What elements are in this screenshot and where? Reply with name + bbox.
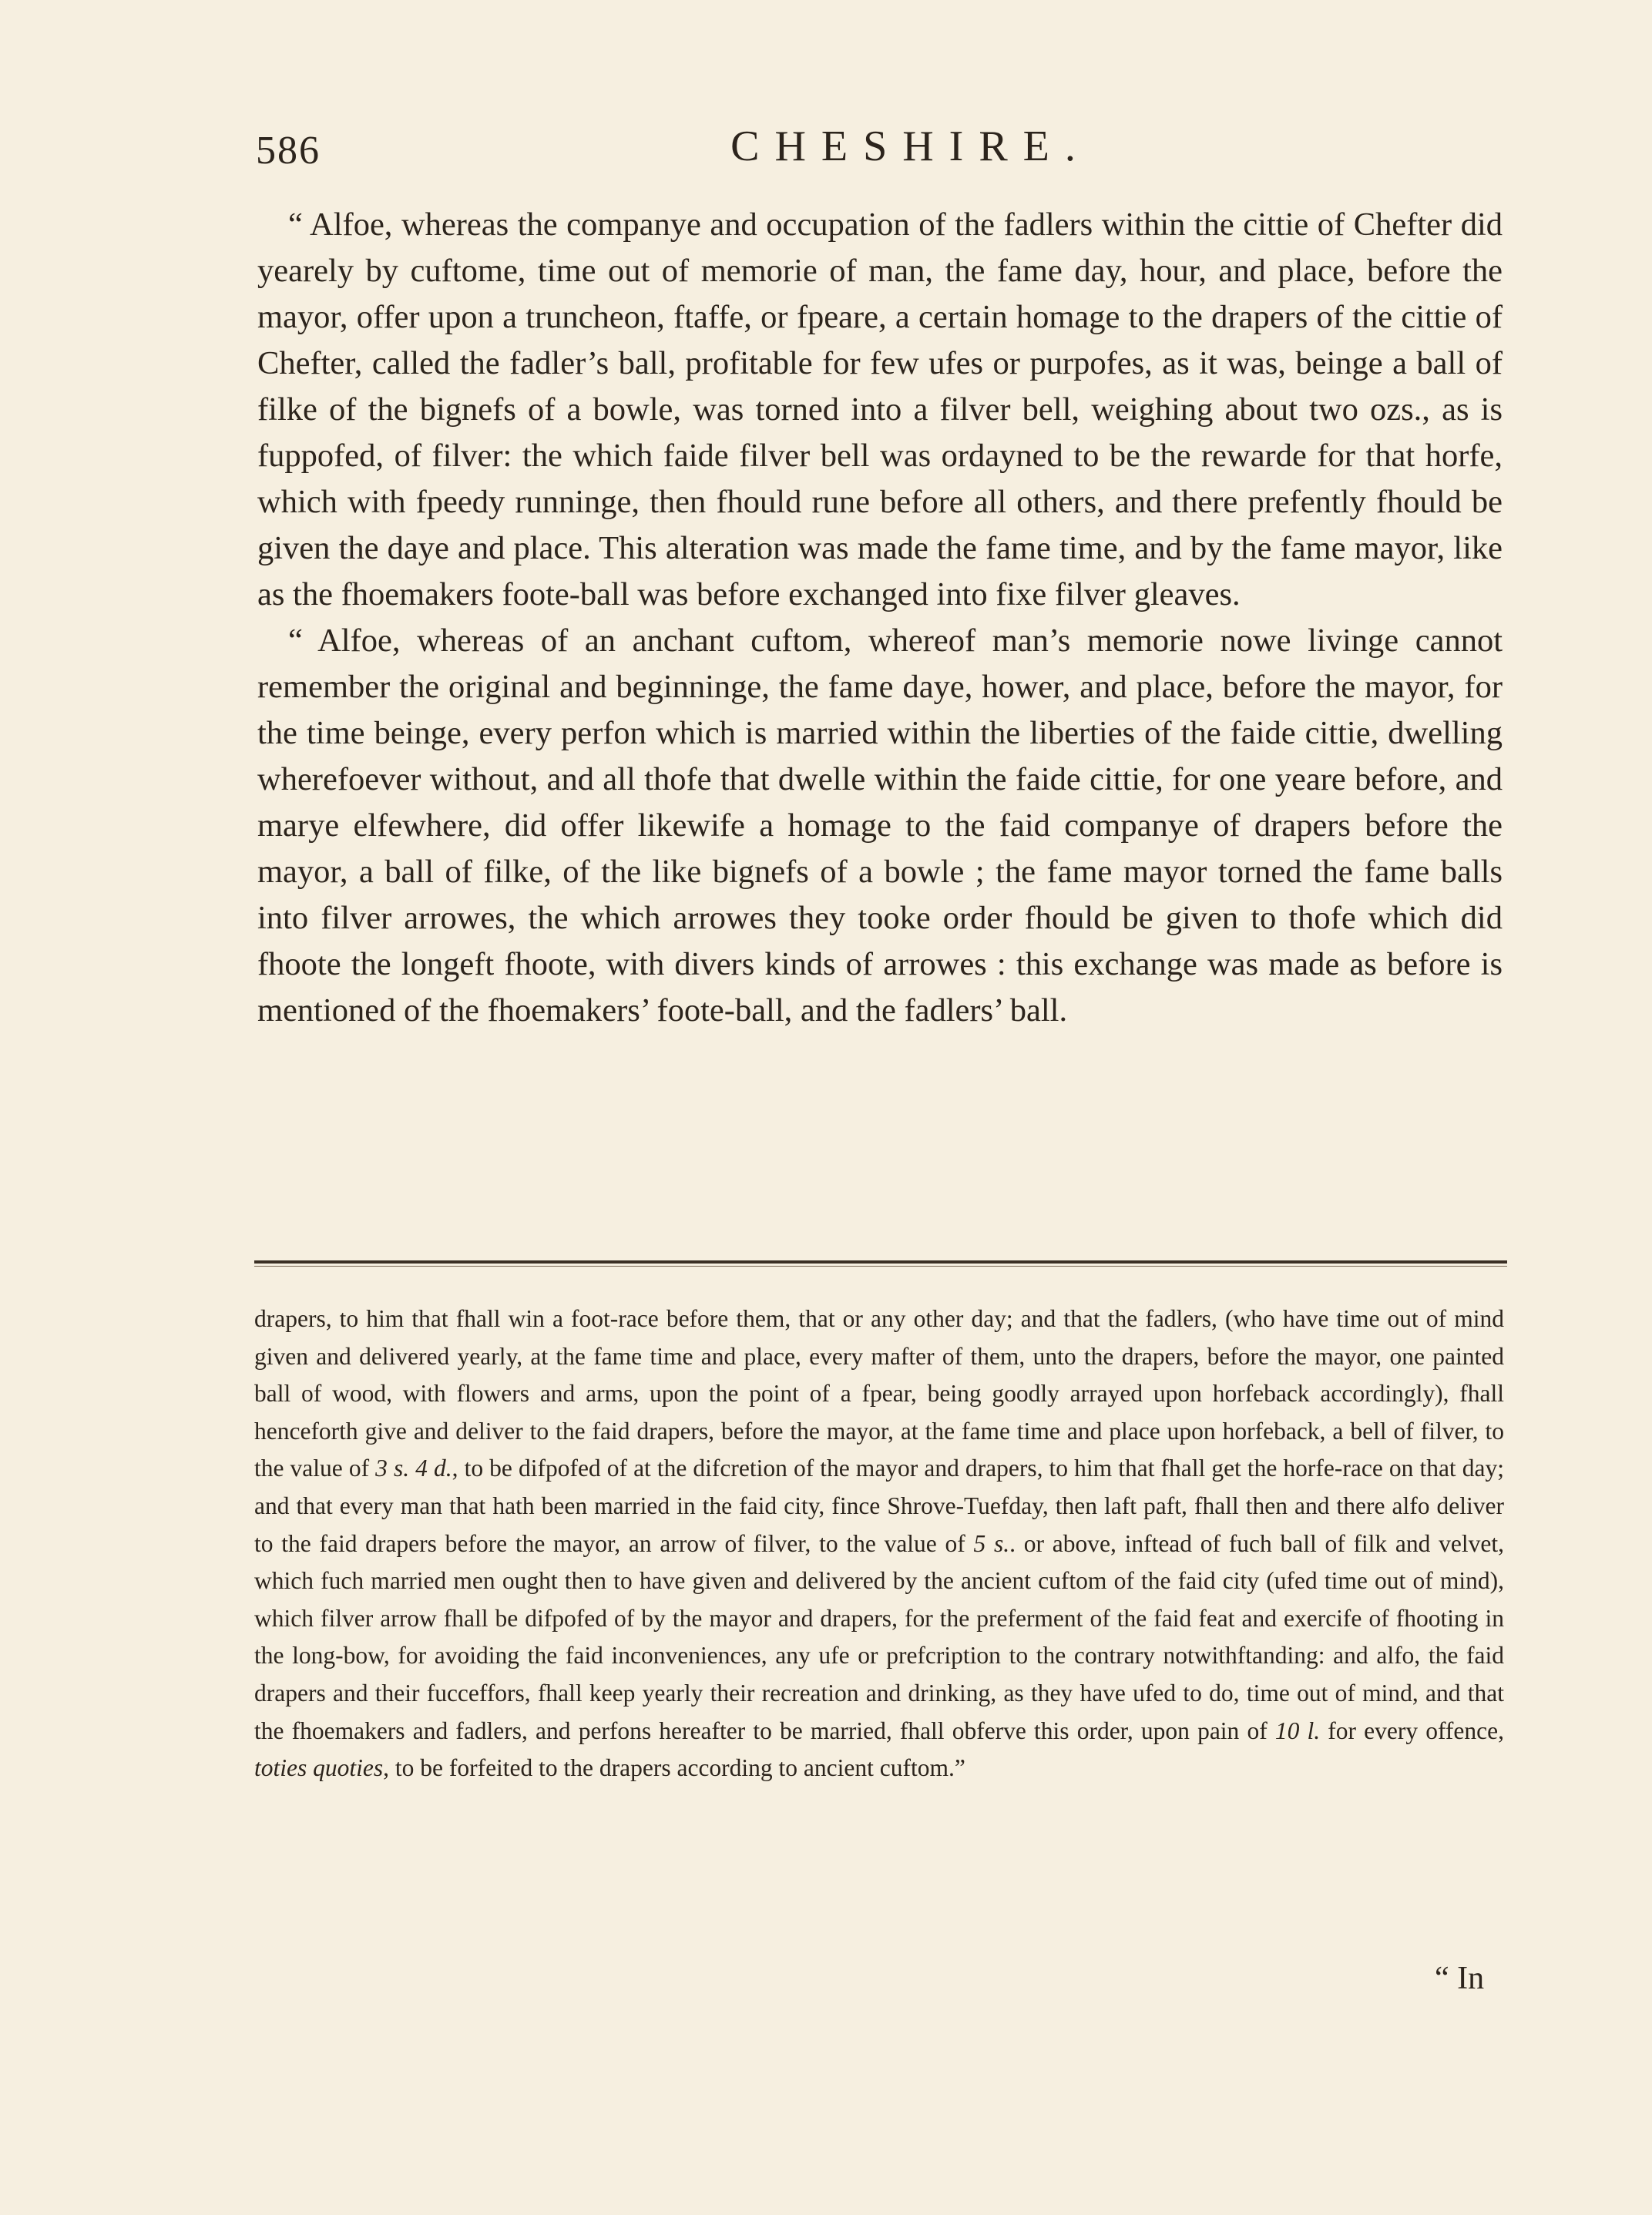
footnote-text: , to be forfeited to the drapers according to ancient cuftom.” (383, 1754, 965, 1782)
page-number: 586 (256, 129, 321, 173)
footnote-divider (254, 1260, 1507, 1264)
footnote-amount: 3 s. 4 d. (375, 1455, 452, 1482)
footnote-amount: 5 s. (973, 1529, 1010, 1557)
footnote-amount: 10 l. (1274, 1717, 1321, 1744)
page-header (256, 122, 1504, 191)
running-title: CHESHIRE. (730, 122, 1091, 170)
footnote-text: for every offence, (1320, 1717, 1504, 1744)
catchword: “ In (1435, 1961, 1485, 1996)
paragraph: “ Alfoe, whereas the companye and occupation of the fadlers within the cittie of Chefter did yearely by cuftome, time out of memorie of man, the fame day, hour, and place, before the mayor, offer upon a truncheon, ftaffe, or fpeare, a certain homage to the drapers of the cittie of Chefter, called the fadler’s ball, profitable for few ufes or purpofes, as it was, beinge a ball of filke of the bignefs of a bowle, was torned into a filver bell, weighing about two ozs., as is fuppofed, of filver: the which faide filver bell was ordayned to be the rewarde for that horfe, which with fpeedy runninge, then fhould rune before all others, and there prefently fhould be given the daye and place. This alteration was made the fame time, and by the fame mayor, like as the fhoemakers foote-ball was before exchanged into fixe filver gleaves. (257, 206, 1503, 612)
paragraph: “ Alfoe, whereas of an anchant cuftom, whereof man’s memorie nowe livinge cannot remember the original and beginninge, the fame daye, hower, and place, before the mayor, for the time beinge, every perfon which is married within the liberties of the faide cittie, dwelling wherefoever without, and all thofe that dwelle within the faide cittie, for one yeare before, and marye elfewhere, did offer likewife a homage to the faid companye of drapers before the mayor, a ball of filke, of the like bignefs of a bowle ; the fame mayor torned the fame balls into filver arrowes, the which arrowes they tooke order fhould be given to thofe which did fhoote the longeft fhoote, with divers kinds of arrowes : this exchange was made as before is mentioned of the fhoemakers’ foote-ball, and the fadlers’ ball. (257, 623, 1503, 1029)
footnote-text: . or above, inftead of fuch ball of filk and velvet, which fuch married men ought then to have given and delivered by the ancient cuftom of the faid city (ufed time out of mind), which filver arrow fhall be difpofed of by the mayor and drapers, for the preferment of the faid feat and exercife of fhooting in the long-bow, for avoiding the faid inconveniences, any ufe or prefcription to the contrary notwithftanding: and alfo, the faid drapers and their fucceffors, fhall keep yearly their recreation and drinking, as they have ufed to do, time out of mind, and that the fhoemakers and fadlers, and perfons hereafter to be married, fhall obferve this order, upon pain of (254, 1529, 1504, 1744)
footnote-latin-phrase: toties quoties (254, 1754, 384, 1782)
footnote-divider-thin (254, 1266, 1507, 1267)
footnote-text: , to be difpofed of at the difcretion of the mayor and drapers, to him that fhall get the horfe-race on that day; and that every man that hath been married in the faid city, fince Shrove-Tuefday, then laft paft, fhall then and there alfo deliver to the faid drapers before the mayor, an arrow of filver, to the value of (254, 1455, 1504, 1557)
footnote (254, 1300, 1504, 1787)
footnote-text: drapers, to him that fhall win a foot-race before them, that or any other day; and that the fadlers, (who have time out of mind given and delivered yearly, at the fame time and place, every mafter of them, unto the drapers, before the mayor, one painted ball of wood, with flowers and arms, upon the point of a fpear, being goodly arrayed upon horfeback accordingly), fhall henceforth give and deliver to the faid drapers, before the mayor, at the fame time and place upon horfeback, a bell of filver, to the value of (254, 1305, 1504, 1482)
main-text (257, 202, 1503, 1034)
